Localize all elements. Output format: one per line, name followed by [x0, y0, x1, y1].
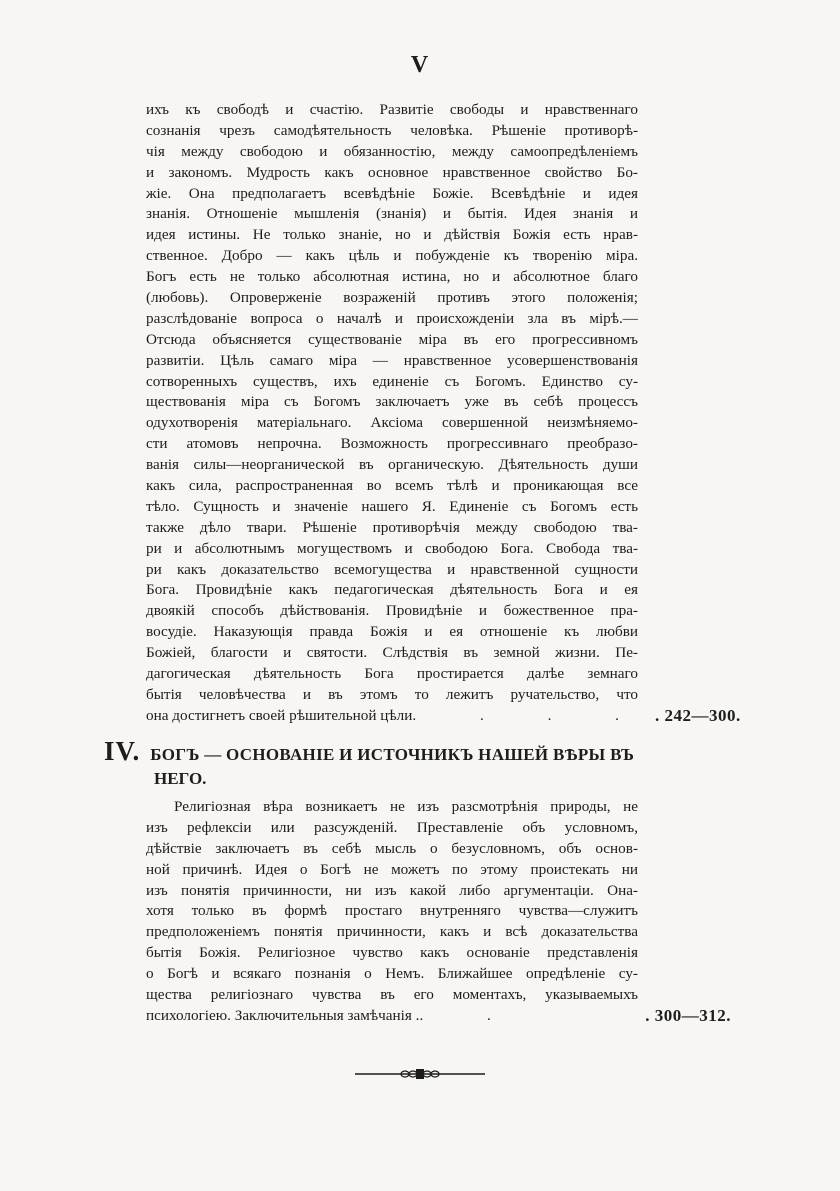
page-number: V: [410, 52, 430, 78]
text-line: ществованія міра съ Богомъ заключаетъ уже въ себѣ процессъ: [146, 393, 638, 411]
section-4-title-line-1: БОГЪ — ОСНОВАНІЕ И ИСТОЧНИКЪ НАШЕЙ ВѢРЫ ВЪ: [150, 745, 635, 764]
text-line: сознанія чрезъ самодѣятельность человѣка. Рѣшеніе противорѣ-: [146, 121, 638, 139]
text-line: дѣйствіе заключаетъ въ себѣ мысль о безусловномъ, объ основ-: [146, 839, 638, 857]
text-line: и закономъ. Мудрость какъ основное нравственное свойство Бо-: [146, 163, 638, 181]
text-line: бытія Божія. Религіозное чувство какъ основаніе представленія: [146, 944, 638, 962]
text-line: дагогическая дѣятельность Бога простирается далѣе земнаго: [146, 665, 638, 683]
text-line: щества религіознаго чувства въ его моментахъ, указываемыхъ: [146, 986, 638, 1004]
text-line: Богъ есть не только абсолютная истина, но и абсолютное благо: [146, 268, 638, 286]
text-line: ри и абсолютнымъ могуществомъ и свободою Бога. Свобода тва-: [146, 539, 638, 557]
section-4-last-line: [146, 1006, 731, 1027]
text-line: предположеніемъ понятія причинности, какъ и всѣ доказательства: [146, 923, 638, 941]
section-4-page-range: . 300—312.: [645, 1005, 731, 1025]
text-line: чія между свободою и обязанностію, между самоопредѣленіемъ: [146, 142, 638, 160]
text-line: развитіи. Цѣль самаго міра — нравственное усовершенствованія: [146, 351, 638, 369]
text-line: идея истины. Не только знаніе, но и дѣйствія Божія есть нрав-: [146, 226, 638, 244]
text-line: Божіей, благости и святости. Слѣдствія въ земной жизни. Пе-: [146, 644, 638, 662]
section-3-page-range: . 242—300.: [654, 705, 741, 725]
text-line: ихъ къ свободѣ и счастію. Развитіе свободы и нравственнаго: [146, 101, 638, 118]
section-3-last-line: [146, 705, 741, 727]
text-line: о Богѣ и всякаго познанія о Немъ. Ближайшее опредѣленіе су-: [146, 965, 638, 983]
text-line: сотворенныхъ существъ, ихъ единеніе съ Богомъ. Единство су-: [146, 372, 638, 390]
ornament-icon: [355, 1066, 485, 1082]
section-3-lines: [146, 100, 731, 706]
text-line: также дѣло твари. Рѣшеніе противорѣчія между свободою тва-: [146, 518, 638, 536]
text-line: ственное. Добро — какъ цѣль и побужденіе къ творенію міра.: [146, 247, 638, 265]
text-line: тѣло. Сущность и значеніе нашего Я. Единеніе съ Богомъ есть: [146, 497, 638, 515]
section-3-last-text: она достигнетъ своей рѣшительной цѣли: [146, 706, 413, 724]
text-line: Отсюда объясняется существованіе міра въ его прогрессивномъ: [146, 330, 638, 348]
section-3-summary: [146, 100, 741, 727]
section-4-title-line-2: НЕГО.: [154, 769, 207, 788]
text-line: жіе. Она предполагаетъ всевѣдѣніе Божіе. Всевѣдѣніе и идея: [146, 184, 638, 202]
text-line: двоякій способъ дѣйствованія. Провидѣніе и божественное пра-: [146, 602, 638, 620]
leader-dots: . . . .: [412, 706, 649, 724]
text-line: знанія. Отношеніе мышленія (знанія) и бытія. Идея знанія и: [146, 205, 638, 223]
text-line: изъ понятія причинности, ни изъ какой либо аргументаціи. Она-: [146, 881, 638, 899]
text-line: одухотворенія матеріальнаго. Аксіома совершенной неизмѣняемо-: [146, 414, 638, 432]
text-line: сти атомовъ непрочна. Возможность прогрессивнаго преобразо-: [146, 435, 638, 453]
text-line: (любовь). Опроверженіе возраженій противъ этого положенія;: [146, 289, 638, 307]
text-line: бытія человѣчества и въ этомъ то лежитъ ручательство, что: [146, 685, 638, 703]
section-4-lines: [146, 797, 731, 1006]
section-4-number: IV.: [104, 736, 141, 766]
text-line: ванія силы—неорганической въ органическую. Дѣятельность души: [146, 456, 638, 474]
text-line: Бога. Провидѣніе какъ педагогическая дѣятельность Бога и ея: [146, 581, 638, 599]
text-line: ной причинѣ. Идея о Богѣ не можетъ по этому проистекать ни: [146, 860, 638, 878]
text-line: ри какъ доказательство всемогущества и нравственной сущности: [146, 560, 638, 578]
text-line: Религіозная вѣра возникаетъ не изъ разсмотрѣнія природы, не: [174, 798, 638, 815]
text-line: восудіе. Наказующія правда Божія и ея отношеніе къ любви: [146, 623, 638, 641]
leader-dots: . .: [419, 1006, 521, 1024]
text-line: хотя только въ формѣ простаго внутренняго чувства—служитъ: [146, 902, 638, 920]
section-4-last-text: психологіею. Заключительныя замѣчанія .: [146, 1006, 420, 1024]
text-line: разслѣдованіе вопроса о началѣ и происхожденіи зла въ мірѣ.—: [146, 309, 638, 327]
section-4-summary: [146, 797, 731, 1027]
section-4-heading: [104, 736, 635, 788]
text-line: изъ рефлексіи или разсужденій. Преставленіе объ условномъ,: [146, 818, 638, 836]
ornament-divider: [0, 1066, 840, 1082]
text-line: какъ сила, распространенная во всемъ тѣлѣ и проникающая все: [146, 477, 638, 495]
